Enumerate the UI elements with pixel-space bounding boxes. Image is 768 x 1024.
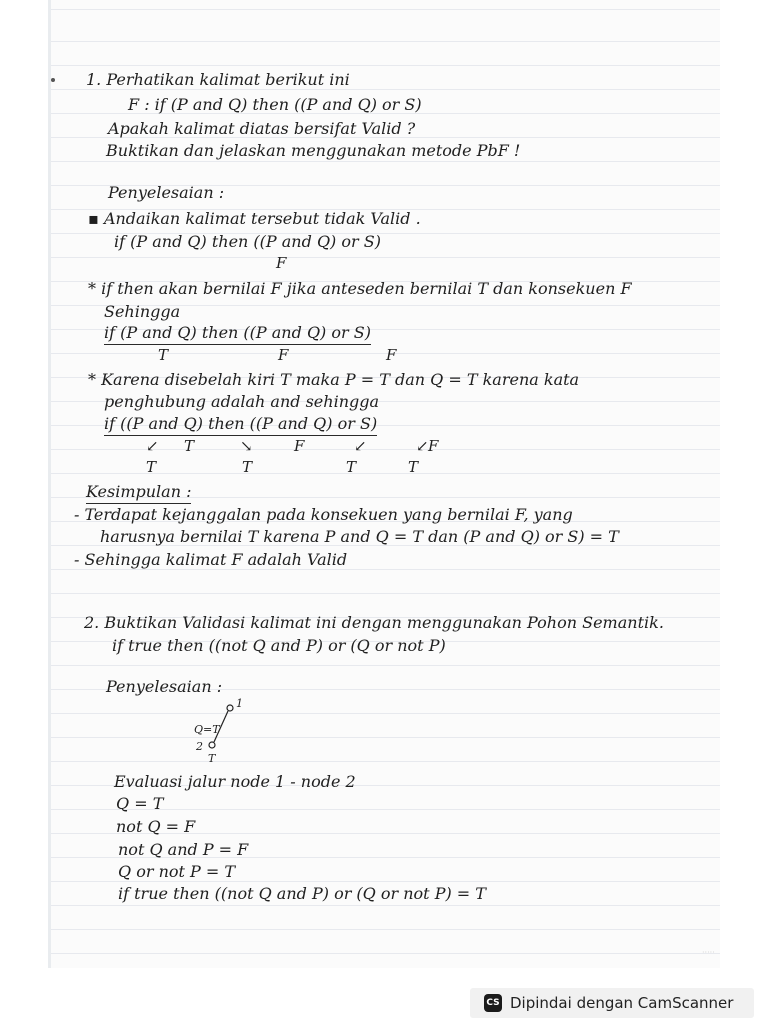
assumption-formula: if (P and Q) then ((P and Q) or S) (114, 232, 381, 251)
arrow-label-T-1: T (184, 437, 195, 455)
question-2-title: 2. Buktikan Validasi kalimat ini dengan menggunakan Pohon Semantik. (84, 613, 664, 632)
eval-step-5: if true then ((not Q and P) or (Q or not P) = T (118, 884, 486, 903)
reasoning-formula: if ((P and Q) then ((P and Q) or S) (104, 414, 377, 436)
arrow-4: ↙ (416, 437, 429, 455)
tree-edge-label: Q=T (194, 723, 220, 736)
mark-then-F-2: F (278, 346, 289, 364)
evaluation-path: Evaluasi jalur node 1 - node 2 (114, 772, 356, 791)
tree-node-2-label: 2 (196, 740, 203, 753)
camscanner-logo-icon: CS (484, 994, 502, 1012)
arrow-3: ↙ (354, 437, 367, 455)
tree-node-1 (227, 705, 233, 711)
eval-step-3: not Q and P = F (118, 840, 249, 859)
mark-consequent-F: F (386, 346, 397, 364)
question-1-formula: F : if (P and Q) then ((P and Q) or S) (128, 95, 422, 114)
mark-antecedent-T: T (158, 346, 169, 364)
result-T-2: T (242, 458, 253, 476)
reasoning-line-2: penghubung adalah and sehingga (104, 392, 380, 411)
arrow-1: ↙ (146, 437, 159, 455)
camscanner-badge (470, 988, 754, 1018)
question-1-instruction: Buktikan dan jelaskan menggunakan metode PbF ! (106, 141, 521, 160)
question-1-title: 1. Perhatikan kalimat berikut ini (86, 70, 350, 89)
tree-node-1-label: 1 (236, 697, 243, 710)
result-T-4: T (408, 458, 419, 476)
arrow-label-F-1: F (294, 437, 305, 455)
conclusion-line-3: - Sehingga kalimat F adalah Valid (74, 550, 348, 569)
margin-dot (51, 78, 55, 82)
result-T-3: T (346, 458, 357, 476)
conclusion-heading: Kesimpulan : (86, 482, 191, 504)
implication-rule: * if then akan bernilai F jika anteseden bernilai T dan konsekuen F (88, 279, 632, 298)
reasoning-line-1: * Karena disebelah kiri T maka P = T dan Q = T karena kata (88, 370, 580, 389)
conclusion-line-2: harusnya bernilai T karena P and Q = T dan (P and Q) or S) = T (100, 527, 619, 546)
arrow-2: ↘ (240, 437, 253, 455)
camscanner-text: Dipindai dengan CamScanner (510, 994, 734, 1012)
scan-watermark-smudge: ····· (702, 948, 715, 957)
eval-step-1: Q = T (116, 794, 164, 813)
bullet-assumption: ▪ Andaikan kalimat tersebut tidak Valid . (88, 209, 421, 228)
mark-then-F: F (276, 254, 287, 272)
solution-2-heading: Penyelesaian : (106, 677, 223, 696)
tree-leaf-label: T (208, 752, 216, 765)
solution-1-heading: Penyelesaian : (108, 183, 225, 202)
truth-assignment-formula: if (P and Q) then ((P and Q) or S) (104, 323, 371, 345)
result-T-1: T (146, 458, 157, 476)
question-1-prompt: Apakah kalimat diatas bersifat Valid ? (108, 119, 416, 138)
arrow-label-F-2: F (428, 437, 439, 455)
sehingga-1: Sehingga (104, 302, 181, 321)
eval-step-2: not Q = F (116, 817, 196, 836)
assumption-text: Andaikan kalimat tersebut tidak Valid . (103, 209, 421, 228)
tree-node-2 (209, 742, 215, 748)
question-2-formula: if true then ((not Q and P) or (Q or not P) (112, 636, 446, 655)
scanned-notebook-page (48, 0, 720, 968)
eval-step-4: Q or not P = T (118, 862, 236, 881)
conclusion-line-1: - Terdapat kejanggalan pada konsekuen yang bernilai F, yang (74, 505, 573, 524)
